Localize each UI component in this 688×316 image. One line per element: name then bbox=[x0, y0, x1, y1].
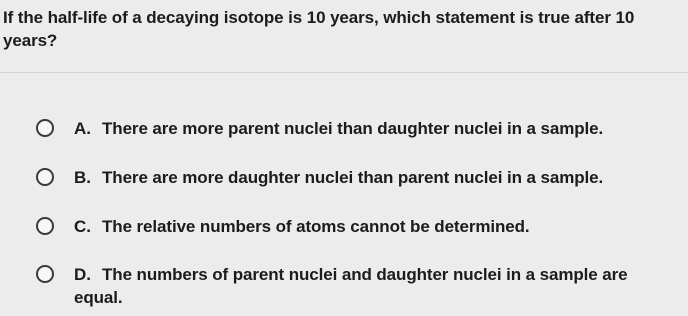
radio-button-a[interactable] bbox=[36, 119, 54, 137]
question-text: If the half-life of a decaying isotope is 10 years, which statement is true after 10 years? bbox=[3, 8, 635, 50]
option-text-d: The numbers of parent nuclei and daughter nuclei in a sample are equal. bbox=[74, 265, 628, 307]
option-letter-a: A. bbox=[74, 119, 91, 138]
option-text-a: There are more parent nuclei than daughter nuclei in a sample. bbox=[102, 119, 604, 138]
option-text-c: The relative numbers of atoms cannot be determined. bbox=[102, 217, 530, 236]
option-letter-c: C. bbox=[74, 217, 91, 236]
option-letter-b: B. bbox=[74, 168, 91, 187]
option-letter-d: D. bbox=[74, 265, 91, 284]
radio-button-c[interactable] bbox=[36, 217, 54, 235]
option-text-b: There are more daughter nuclei than parent nuclei in a sample. bbox=[102, 168, 604, 187]
divider bbox=[0, 72, 688, 73]
radio-button-b[interactable] bbox=[36, 168, 54, 186]
radio-button-d[interactable] bbox=[36, 265, 54, 283]
